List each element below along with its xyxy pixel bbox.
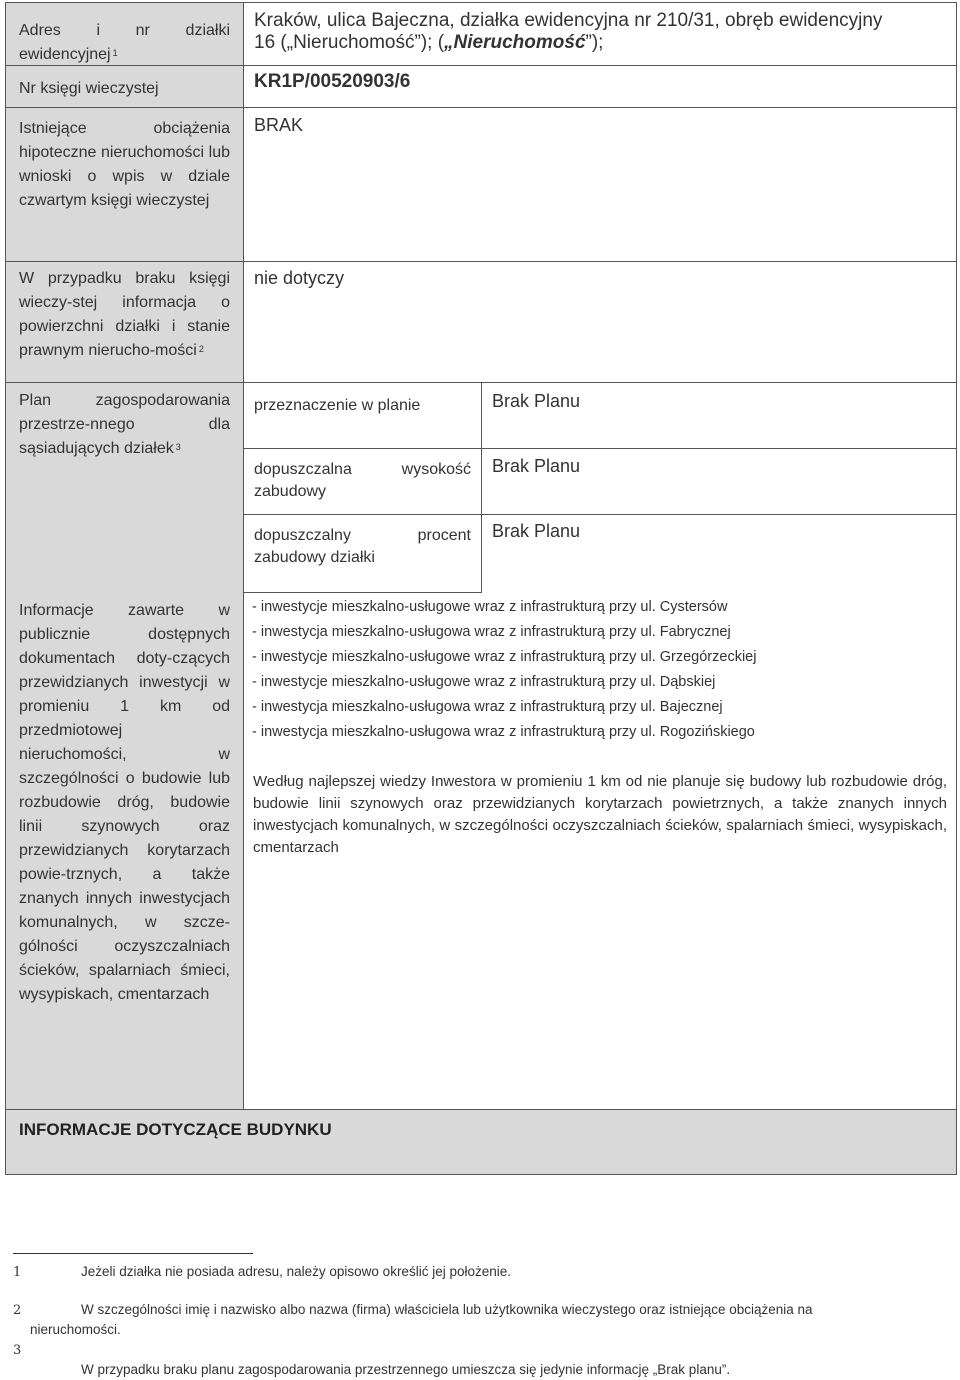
footnote-3-number: 3 bbox=[13, 1343, 22, 1358]
footnote-ref-2: 2 bbox=[198, 344, 204, 354]
zoning-purpose-label-cell bbox=[244, 383, 482, 449]
land-register-value: KR1P/00520903/6 bbox=[254, 71, 411, 92]
encumbrances-value: BRAK bbox=[254, 115, 304, 135]
footnote-3-text: W przypadku braku planu zagospodarowania przestrzennego umieszcza się jedynie informację „Brak planu”. bbox=[81, 1362, 731, 1377]
footnote-2 bbox=[13, 1300, 958, 1321]
land-register-value-cell bbox=[244, 66, 956, 108]
investment-item: - inwestycje mieszkalno-usługowe wraz z infrastrukturą przy ul. Grzegórzeckiej bbox=[252, 649, 757, 665]
encumbrances-label-cell bbox=[6, 108, 244, 262]
no-register-value-cell bbox=[244, 262, 956, 383]
zoning-height-value: Brak Planu bbox=[492, 456, 581, 476]
zoning-height-label: dopuszczalna wysokość zabudowy bbox=[254, 461, 471, 500]
zoning-percent-label: dopuszczalny procent zabudowy działki bbox=[254, 527, 471, 566]
footnote-ref-1: 1 bbox=[112, 48, 118, 58]
zoning-purpose-value: Brak Planu bbox=[492, 391, 581, 411]
footnote-2-continuation: nieruchomości. bbox=[30, 1322, 121, 1337]
investment-item: - inwestycje mieszkalno-usługowe wraz z infrastrukturą przy ul. Dąbskiej bbox=[252, 674, 716, 690]
address-line-2-c: ”); bbox=[585, 32, 604, 53]
investment-item: - inwestycje mieszkalno-usługowe wraz z infrastrukturą przy ul. Cystersów bbox=[252, 599, 728, 615]
building-section-header: INFORMACJE DOTYCZĄCE BUDYNKU bbox=[19, 1120, 332, 1139]
zoning-height-value-cell bbox=[482, 449, 956, 515]
no-register-label: W przypadku braku księgi wieczy-stej informacja o powierzchni działki i stanie prawnym nierucho-mości bbox=[19, 270, 230, 359]
footnote-3-number-row bbox=[13, 1340, 21, 1361]
zoning-percent-value-cell bbox=[482, 515, 956, 593]
footnote-2-text: W szczególności imię i nazwisko albo nazwa (firma) właściciela lub użytkownika wieczystego oraz istniejące obciążenia na bbox=[81, 1302, 813, 1317]
zoning-percent-value: Brak Planu bbox=[492, 521, 581, 541]
zoning-label-cell bbox=[6, 383, 244, 593]
footnote-1 bbox=[13, 1262, 953, 1283]
investment-item: - inwestycja mieszkalno-usługowa wraz z infrastrukturą przy ul. Bajecznej bbox=[252, 699, 723, 715]
investments-list bbox=[252, 595, 952, 745]
address-label-cell bbox=[6, 3, 244, 66]
footnote-ref-3: 3 bbox=[175, 442, 181, 452]
address-line-2 bbox=[254, 32, 946, 54]
no-register-label-cell bbox=[6, 262, 244, 383]
footnote-1-text: Jeżeli działka nie posiada adresu, należy opisowo określić jej położenie. bbox=[81, 1264, 511, 1279]
address-line-1: Kraków, ulica Bajeczna, działka ewidencyjna nr 210/31, obręb ewidencyjny bbox=[254, 10, 883, 31]
footnote-2-number: 2 bbox=[13, 1303, 22, 1318]
zoning-purpose-value-cell bbox=[482, 383, 956, 449]
land-register-label-cell bbox=[6, 66, 244, 108]
address-line-2-b: „Nieruchomość bbox=[444, 32, 586, 53]
investments-label: Informacje zawarte w publicznie dostępnych dokumentach doty-czących przewidzianych inwestycji w promieniu 1 km od przedmiotowej nieruchomości, w szczególności o budowie lub rozbudowie dróg, budowie linii szynowych oraz przewidzianych korytarzach powie-trznych, a także znanych innych inwestycjach komunalnych, w szcze-gólności oczyszczalniach ścieków, spalarniach śmieci, wysypiskach, cmentarzach bbox=[19, 602, 230, 1003]
encumbrances-label: Istniejące obciążenia hipoteczne nieruchomości lub wnioski o wpis w dziale czwartym księgi wieczystej bbox=[19, 120, 230, 209]
address-line-2-a: 16 („Nieruchomość”); ( bbox=[254, 32, 445, 53]
zoning-label: Plan zagospodarowania przestrze-nnego dla sąsiadujących działek bbox=[19, 392, 230, 457]
investment-item: - inwestycja mieszkalno-usługowa wraz z infrastrukturą przy ul. Rogozińskiego bbox=[252, 724, 755, 740]
zoning-purpose-label: przeznaczenie w planie bbox=[254, 397, 421, 414]
encumbrances-value-cell bbox=[244, 108, 956, 262]
footnote-separator bbox=[13, 1253, 253, 1254]
land-register-label: Nr księgi wieczystej bbox=[19, 80, 159, 97]
address-value-cell bbox=[244, 3, 956, 66]
investments-label-cell bbox=[6, 593, 244, 1109]
no-register-value: nie dotyczy bbox=[254, 268, 345, 288]
address-label: Adres i nr działki ewidencyjnej bbox=[19, 22, 230, 63]
footnote-1-number: 1 bbox=[13, 1265, 22, 1280]
zoning-height-label-cell bbox=[244, 449, 482, 515]
investments-paragraph: Według najlepszej wiedzy Inwestora w promieniu 1 km od nie planuje się budowy lub rozbudowie dróg, budowie linii szynowych oraz przewidzianych korytarzach powietrznych, a także znanych innych inwestycjach komunalnych, w szczególności oczyszczalniach ścieków, spalarniach śmieci, wysypiskach, cmentarzach bbox=[253, 773, 947, 856]
zoning-percent-label-cell bbox=[244, 515, 482, 593]
building-section-header-cell bbox=[6, 1109, 956, 1175]
investment-item: - inwestycja mieszkalno-usługowa wraz z infrastrukturą przy ul. Fabrycznej bbox=[252, 624, 731, 640]
